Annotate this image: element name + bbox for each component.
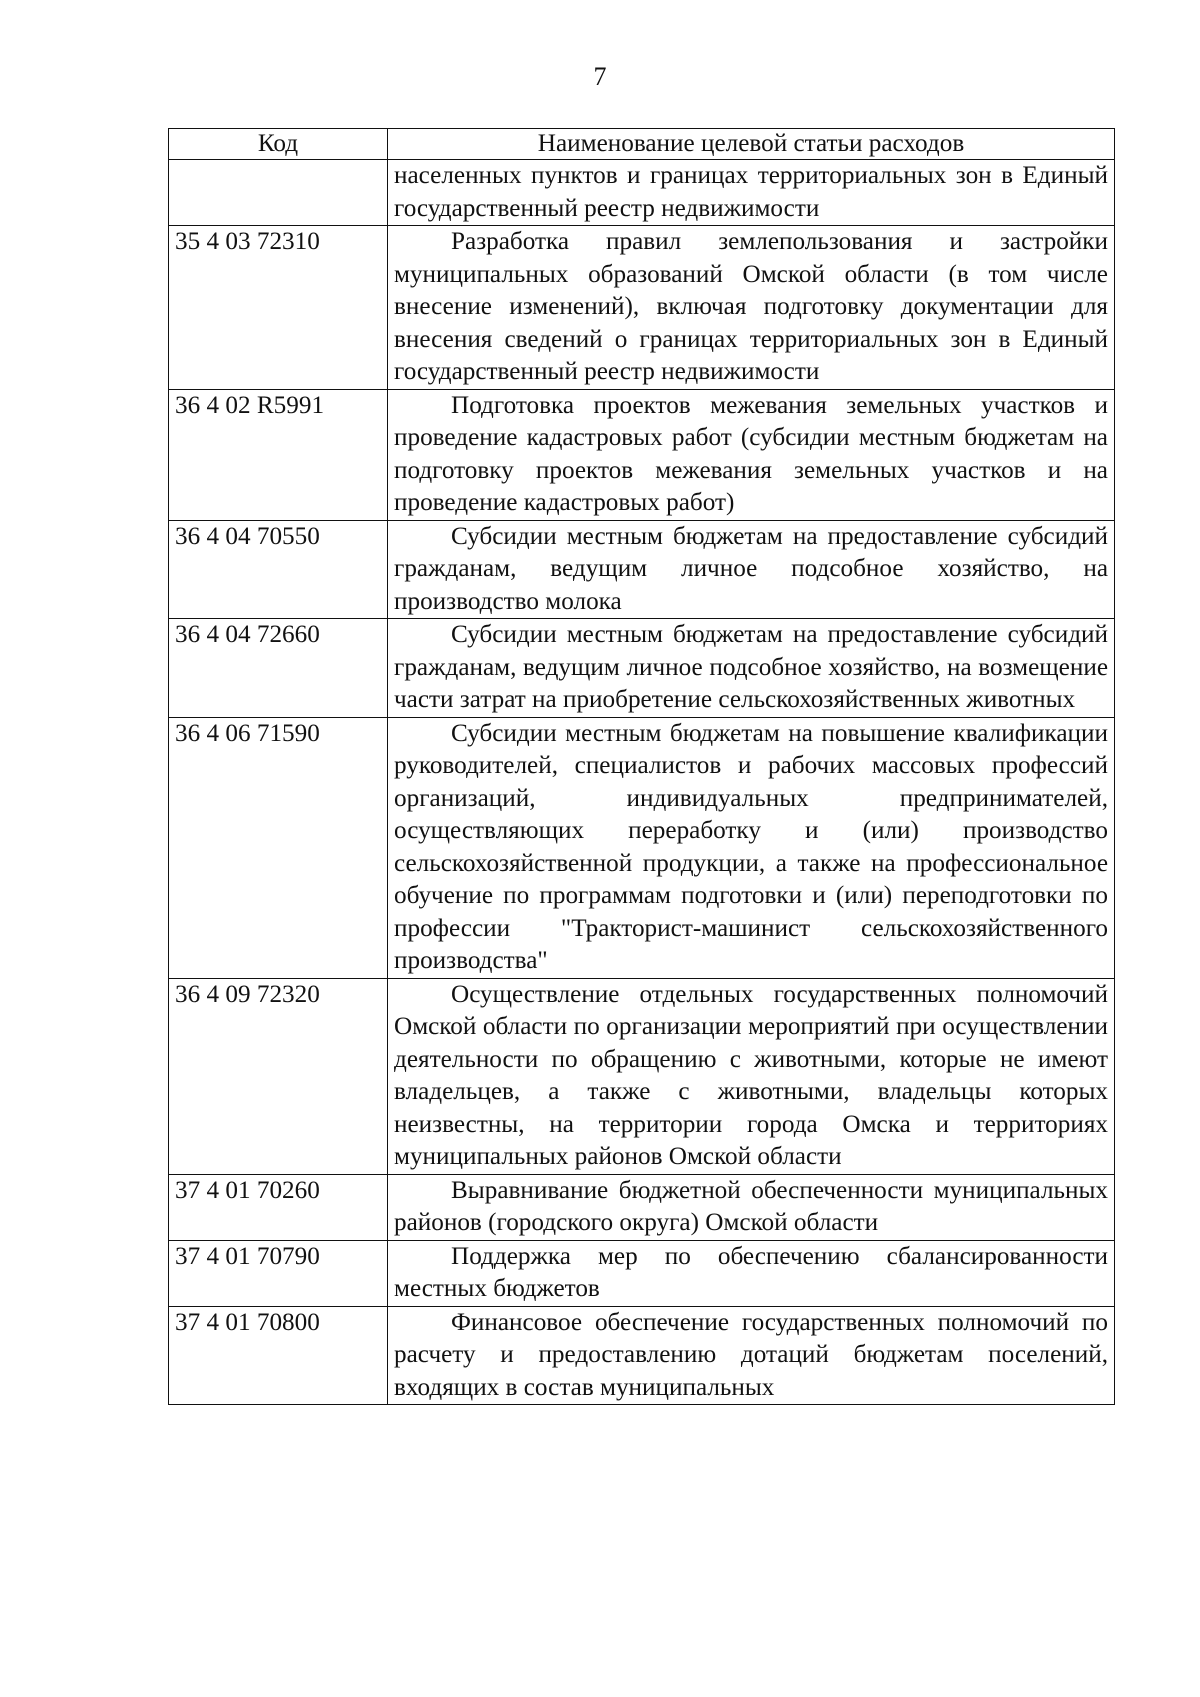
row-code (169, 160, 388, 226)
row-cell-name (388, 389, 1115, 520)
header-code: Код (169, 129, 388, 160)
row-name: Субсидии местным бюджетам на предоставление субсидий гражданам, ведущим личное подсобное хозяйство, на производство молока (394, 522, 1108, 615)
header-row (169, 129, 1115, 160)
table-row (169, 1306, 1115, 1405)
row-code: 37 4 01 70790 (169, 1240, 388, 1306)
row-name: Финансовое обеспечение государственных полномочий по расчету и предоставлению дотаций бюджетам поселений, входящих в состав муниципальных (394, 1308, 1108, 1401)
row-name: Разработка правил землепользования и застройки муниципальных образований Омской области (в том числе внесение изменений), включая подготовку документации для внесения сведений о границах территориальных зон в Единый государственный реестр недвижимости (394, 228, 1108, 385)
row-name: Выравнивание бюджетной обеспеченности муниципальных районов (городского округа) Омской области (394, 1176, 1108, 1236)
table-row (169, 1240, 1115, 1306)
row-name: Субсидии местным бюджетам на предоставление субсидий гражданам, ведущим личное подсобное хозяйство, на возмещение части затрат на приобретение сельскохозяйственных животных (394, 621, 1108, 713)
row-code: 37 4 01 70260 (169, 1174, 388, 1240)
row-code: 35 4 03 72310 (169, 226, 388, 390)
table-row (169, 717, 1115, 978)
table-row (169, 389, 1115, 520)
row-code: 36 4 06 71590 (169, 717, 388, 978)
table-row (169, 619, 1115, 718)
row-cell-name (388, 1240, 1115, 1306)
row-code: 36 4 09 72320 (169, 978, 388, 1174)
row-code: 36 4 02 R5991 (169, 389, 388, 520)
row-name: населенных пунктов и границах территориальных зон в Единый государственный реестр недвижимости (394, 162, 1108, 222)
row-cell-name (388, 978, 1115, 1174)
table-row (169, 520, 1115, 619)
table-row (169, 226, 1115, 390)
table-header (169, 129, 1115, 160)
table-row (169, 1174, 1115, 1240)
row-cell-name (388, 1306, 1115, 1405)
table-row (169, 160, 1115, 226)
table-row (169, 978, 1115, 1174)
header-name: Наименование целевой статьи расходов (388, 129, 1115, 160)
row-code: 36 4 04 72660 (169, 619, 388, 718)
row-cell-name (388, 226, 1115, 390)
row-cell-name (388, 160, 1115, 226)
row-name: Осуществление отдельных государственных полномочий Омской области по организации мероприятий при осуществлении деятельности по обращению с животными, которые не имеют владельцев, а также с животными, владельцы которых неизвестны, на территории города Омска и территориях муниципальных районов Омской области (394, 980, 1108, 1170)
page-number: 7 (593, 62, 607, 91)
budget-classification-table (168, 128, 1115, 1405)
table-body (169, 160, 1115, 1405)
row-cell-name (388, 717, 1115, 978)
row-name: Подготовка проектов межевания земельных участков и проведение кадастровых работ (субсидии местным бюджетам на подготовку проектов межевания земельных участков и на проведение кадастровых работ) (394, 391, 1108, 516)
row-cell-name (388, 619, 1115, 718)
row-code: 36 4 04 70550 (169, 520, 388, 619)
row-code: 37 4 01 70800 (169, 1306, 388, 1405)
row-name: Субсидии местным бюджетам на повышение квалификации руководителей, специалистов и рабочих массовых профессий организаций, индивидуальных предпринимателей, осуществляющих переработку и (или) производство сельскохозяйственной продукции, а также на профессиональное обучение по программам подготовки и (или) переподготовки по профессии "Тракторист-машинист сельскохозяйственного производства" (394, 719, 1108, 974)
row-cell-name (388, 1174, 1115, 1240)
row-name: Поддержка мер по обеспечению сбалансированности местных бюджетов (394, 1242, 1108, 1302)
row-cell-name (388, 520, 1115, 619)
